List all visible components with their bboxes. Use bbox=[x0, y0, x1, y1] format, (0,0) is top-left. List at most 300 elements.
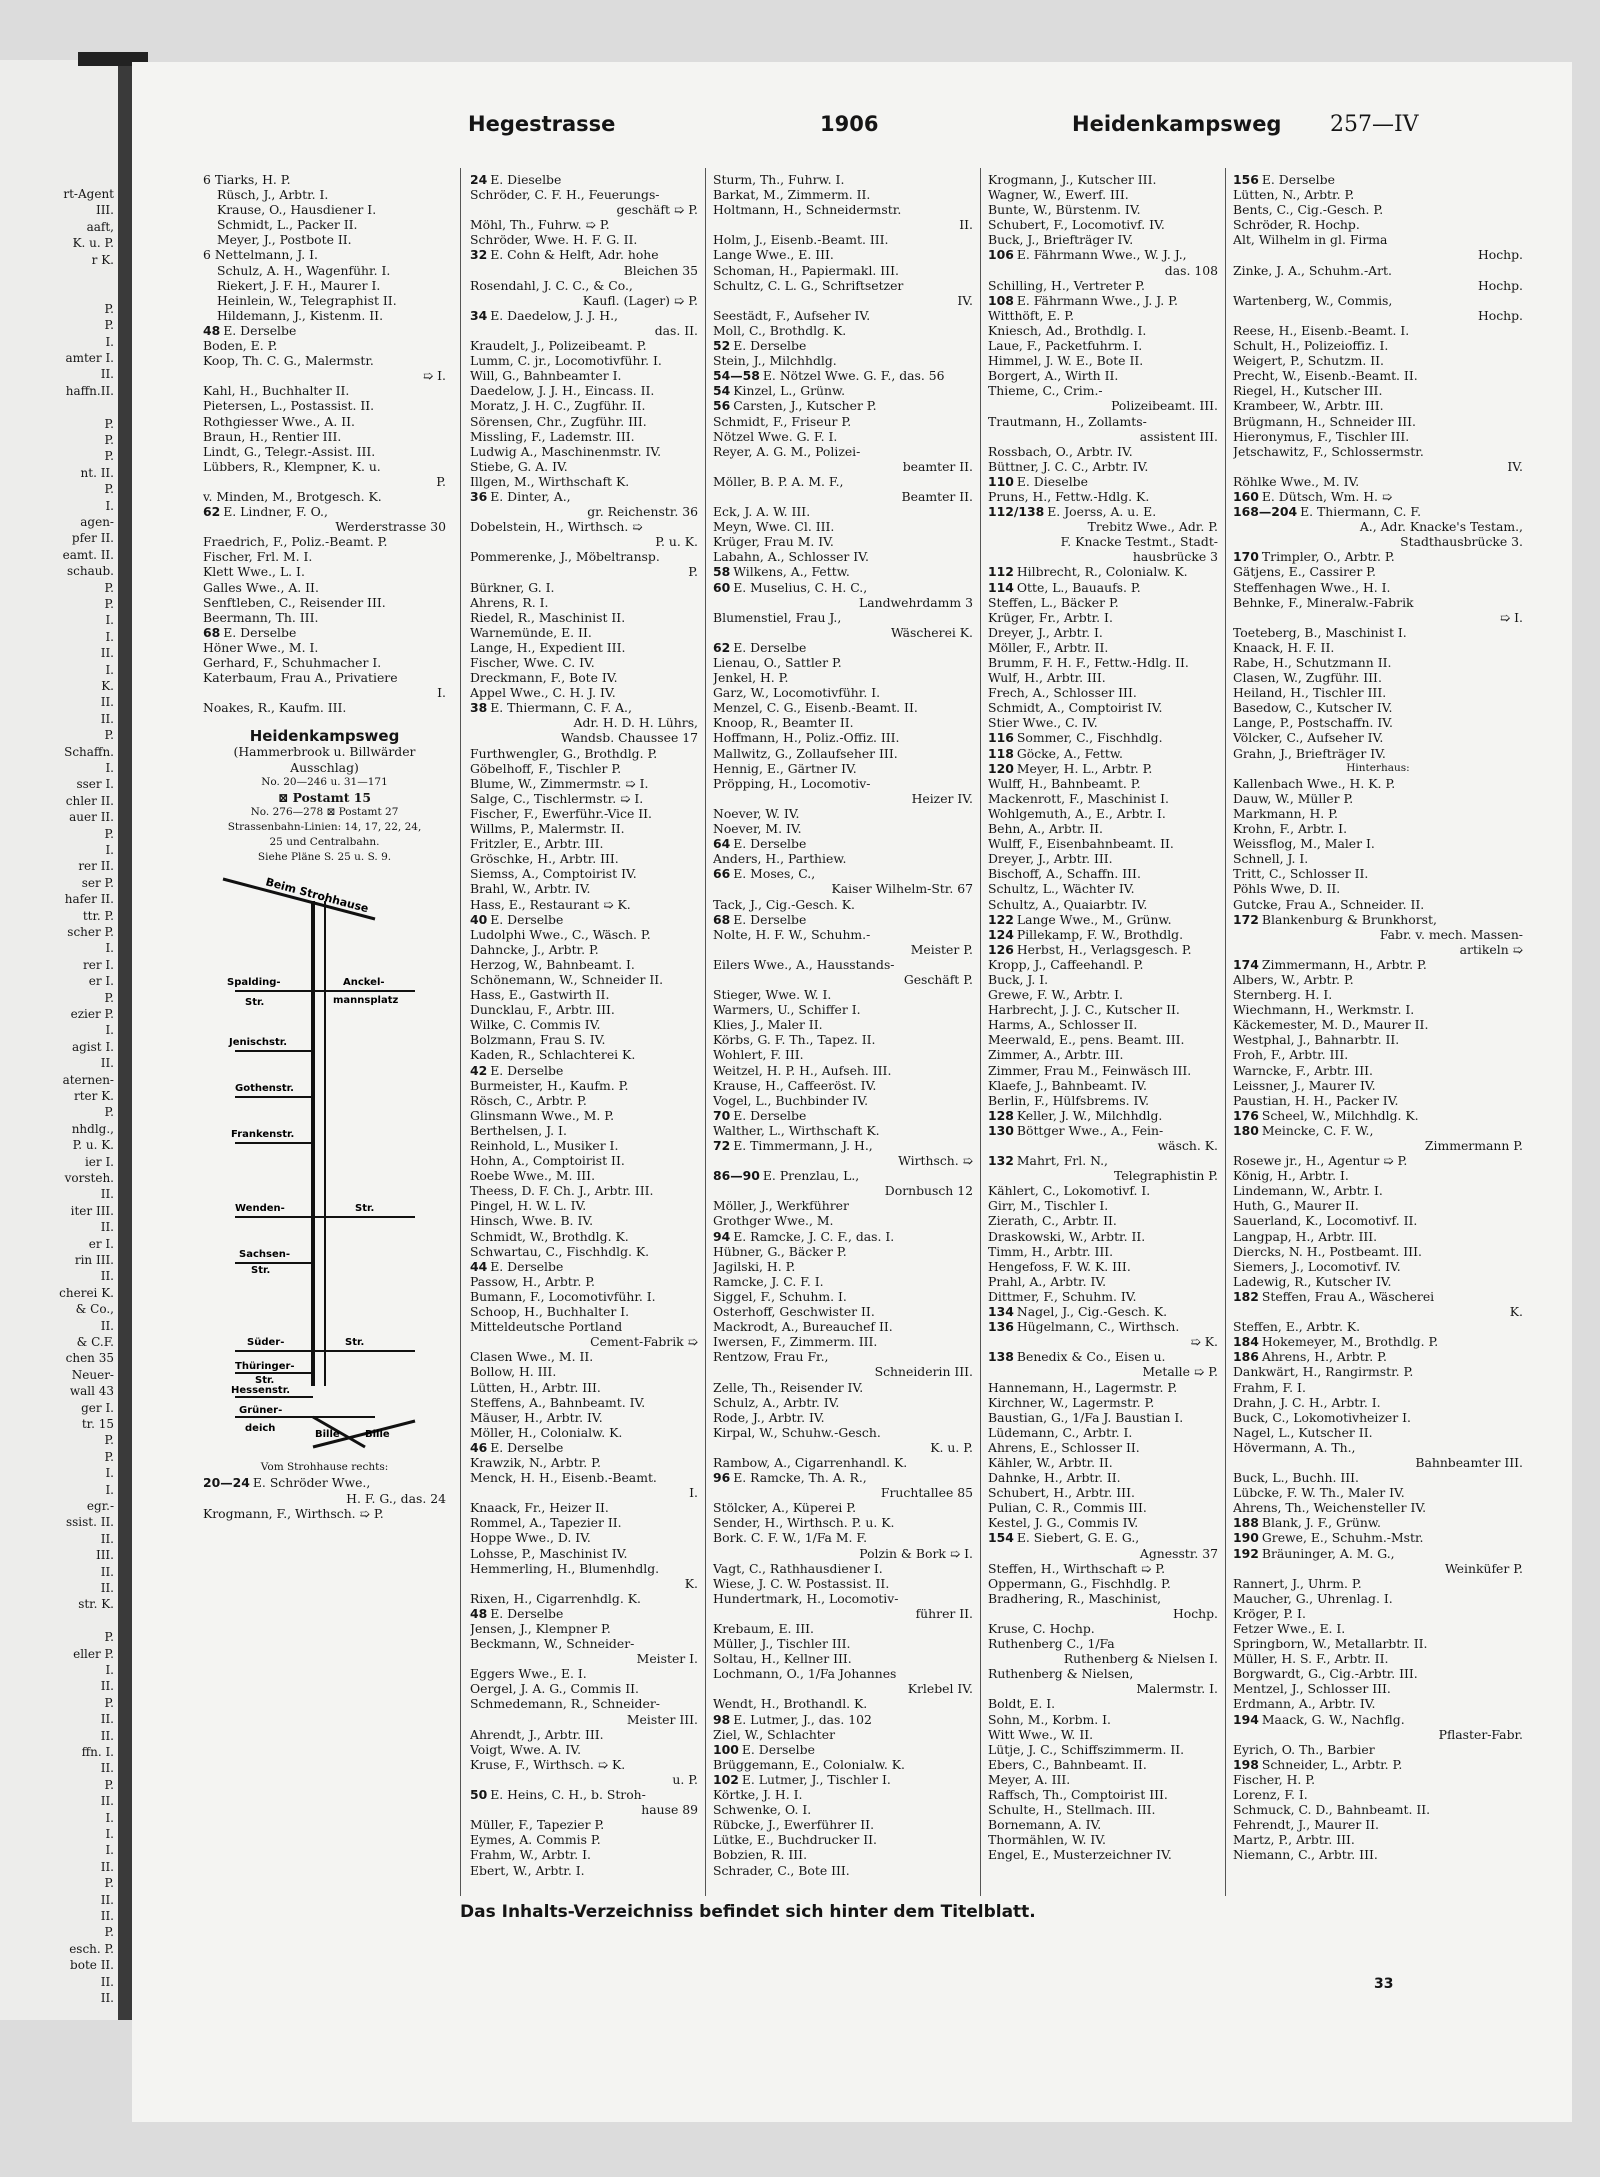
fragment-text: rter K. bbox=[74, 1089, 114, 1103]
directory-entry bbox=[470, 715, 698, 730]
house-number: 174 bbox=[1233, 956, 1259, 972]
entry-text: Zierath, C., Arbtr. II. bbox=[988, 1213, 1117, 1229]
directory-entry bbox=[988, 1198, 1218, 1213]
fragment-text: ttr. P. bbox=[82, 908, 114, 923]
directory-entry bbox=[1233, 957, 1523, 972]
fragment-text: ger I. bbox=[81, 1400, 114, 1415]
directory-entry bbox=[203, 504, 446, 519]
fragment-text: er I. bbox=[88, 1236, 114, 1251]
house-number: 184 bbox=[1233, 1334, 1259, 1350]
entry-text: Wandsb. Chaussee 17 bbox=[560, 730, 698, 746]
directory-entry bbox=[1233, 1002, 1523, 1017]
directory-entry bbox=[713, 519, 973, 534]
directory-entry bbox=[203, 610, 446, 625]
directory-entry bbox=[988, 1229, 1218, 1244]
directory-entry bbox=[470, 670, 698, 685]
fragment-text: P. bbox=[104, 1105, 114, 1120]
map-label: Anckel- bbox=[343, 977, 385, 989]
directory-entry bbox=[713, 927, 973, 942]
entry-text: Hemmerling, H., Blumenhdlg. bbox=[470, 1560, 660, 1576]
entry-text: Moratz, J. H. C., Zugführ. II. bbox=[470, 398, 646, 414]
fragment-text: II. bbox=[100, 1892, 114, 1907]
fragment-text: II. bbox=[100, 1531, 114, 1546]
entry-text: Dahncke, J., Arbtr. P. bbox=[470, 941, 599, 957]
directory-entry bbox=[713, 625, 973, 640]
entry-text: E. Derselbe bbox=[490, 1439, 564, 1455]
entry-text: E. Derselbe bbox=[733, 911, 807, 927]
entry-text: Bleichen 35 bbox=[623, 262, 698, 278]
directory-entry bbox=[713, 217, 973, 232]
entry-text: Klaefe, J., Bahnbeamt. IV. bbox=[988, 1077, 1147, 1093]
house-number: 192 bbox=[1233, 1545, 1259, 1561]
directory-entry bbox=[713, 1002, 973, 1017]
map-label: Str. bbox=[345, 1337, 365, 1349]
entry-text: Herzog, W., Bahnbeamt. I. bbox=[470, 956, 635, 972]
entry-text: E. Muselius, C. H. C., bbox=[733, 579, 868, 595]
directory-entry bbox=[988, 640, 1218, 655]
entry-text: Lohsse, P., Maschinist IV. bbox=[470, 1545, 628, 1561]
directory-entry bbox=[988, 1712, 1218, 1727]
directory-entry bbox=[713, 534, 973, 549]
directory-entry bbox=[988, 1681, 1218, 1696]
entry-text: Meyer, H. L., Arbtr. P. bbox=[1016, 760, 1153, 776]
directory-entry bbox=[1233, 1576, 1523, 1591]
entry-text: Fetzer Wwe., E. I. bbox=[1233, 1621, 1346, 1636]
directory-entry bbox=[1233, 866, 1523, 881]
directory-entry bbox=[203, 187, 446, 202]
directory-entry bbox=[1233, 987, 1523, 1002]
entry-text: Ahrens, R. I. bbox=[470, 594, 549, 610]
directory-entry bbox=[988, 187, 1218, 202]
entry-text: Niemann, C., Arbtr. III. bbox=[1233, 1847, 1378, 1863]
entry-text: E. Moses, C., bbox=[733, 866, 816, 882]
entry-text: Boldt, E. I. bbox=[988, 1696, 1056, 1712]
directory-entry bbox=[203, 534, 446, 549]
entry-text: Völcker, C., Aufseher IV. bbox=[1233, 730, 1384, 746]
directory-entry bbox=[988, 1078, 1218, 1093]
directory-entry bbox=[470, 353, 698, 368]
fragment-text: haffn.II. bbox=[65, 383, 114, 398]
entry-text: Hochp. bbox=[1477, 277, 1523, 293]
house-number: 116 bbox=[988, 730, 1014, 746]
directory-entry bbox=[713, 368, 973, 383]
directory-entry bbox=[1233, 1500, 1523, 1515]
house-number: 134 bbox=[988, 1304, 1014, 1320]
house-number: 96 bbox=[713, 1470, 731, 1486]
entry-text: Meincke, C. F. W., bbox=[1261, 1122, 1374, 1138]
entry-text: Garz, W., Locomotivführ. I. bbox=[713, 685, 881, 701]
entry-text: E. Dieselbe bbox=[1016, 473, 1088, 489]
entry-text: Noever, W. IV. bbox=[713, 805, 800, 821]
fragment-text: esch. P. bbox=[69, 1941, 114, 1956]
house-number: 62 bbox=[203, 504, 221, 520]
fragment-text: II. bbox=[100, 1991, 114, 2005]
directory-entry bbox=[1233, 927, 1523, 942]
directory-entry bbox=[713, 1183, 973, 1198]
entry-text: Rentzow, Frau Fr., bbox=[713, 1349, 829, 1365]
entry-text: Schmidt, F., Friseur P. bbox=[713, 413, 852, 429]
entry-text: Kruse, F., Wirthsch. ➯ K. bbox=[470, 1756, 626, 1772]
entry-text: Vom Strohhause rechts: bbox=[260, 1461, 389, 1474]
directory-entry bbox=[713, 1063, 973, 1078]
entry-text: Langpap, H., Arbtr. III. bbox=[1233, 1228, 1378, 1244]
header-page-ref: 257—IV bbox=[1330, 112, 1419, 137]
entry-text: E. Cohn & Helft, Adr. hohe bbox=[490, 247, 659, 263]
entry-text: Gerhard, F., Schuhmacher I. bbox=[203, 655, 382, 670]
entry-text: II. bbox=[959, 217, 973, 233]
entry-text: Büttner, J. C. C., Arbtr. IV. bbox=[988, 458, 1149, 474]
entry-text: Stölcker, A., Küperei P. bbox=[713, 1500, 857, 1516]
entry-text: Raffsch, Th., Comptoirist III. bbox=[988, 1787, 1168, 1803]
entry-text: Roebe Wwe., M. III. bbox=[470, 1168, 596, 1184]
directory-entry bbox=[988, 1802, 1218, 1817]
fragment-text: eller P. bbox=[73, 1646, 114, 1661]
directory-entry bbox=[1233, 444, 1523, 459]
entry-text: Moll, C., Brothdlg. K. bbox=[713, 322, 847, 338]
entry-text: Gutcke, Frau A., Schneider. II. bbox=[1233, 896, 1425, 912]
directory-entry bbox=[1233, 1621, 1523, 1636]
directory-entry bbox=[470, 595, 698, 610]
entry-text: Fischer, H. P. bbox=[1233, 1771, 1316, 1787]
directory-entry bbox=[470, 927, 698, 942]
entry-text: Polzin & Bork ➯ I. bbox=[859, 1545, 973, 1561]
directory-entry bbox=[988, 1470, 1218, 1485]
column-3 bbox=[713, 172, 973, 1878]
directory-entry bbox=[713, 278, 973, 293]
entry-text: Möller, B. P. A. M. F., bbox=[713, 473, 844, 489]
fragment-text: amter I. bbox=[65, 351, 114, 365]
entry-text: Dauw, W., Müller P. bbox=[1233, 790, 1354, 806]
directory-entry bbox=[203, 670, 446, 685]
entry-text: Ruthenberg & Nielsen I. bbox=[1063, 1651, 1218, 1667]
previous-page-fragments bbox=[0, 186, 118, 2016]
directory-entry bbox=[988, 595, 1218, 610]
entry-text: Leissner, J., Maurer IV. bbox=[1233, 1077, 1376, 1093]
directory-entry bbox=[470, 866, 698, 881]
entry-text: Lütten, N., Arbtr. P. bbox=[1233, 187, 1355, 203]
entry-text: 6 Tiarks, H. P. bbox=[203, 172, 291, 187]
directory-entry bbox=[203, 549, 446, 564]
directory-entry bbox=[713, 1319, 973, 1334]
directory-entry bbox=[1233, 549, 1523, 564]
house-number: 136 bbox=[988, 1319, 1014, 1335]
entry-text: Schulz, A. H., Wagenführ. I. bbox=[217, 262, 391, 278]
fragment-text: Schaffn. bbox=[64, 744, 114, 759]
directory-entry bbox=[988, 1727, 1218, 1742]
entry-text: Galles Wwe., A. II. bbox=[203, 579, 319, 595]
directory-entry bbox=[203, 685, 446, 700]
fragment-text: II. bbox=[100, 695, 114, 710]
entry-text: u. P. bbox=[672, 1771, 698, 1787]
entry-text: K. bbox=[684, 1575, 698, 1591]
entry-text: Knaack, Fr., Heizer II. bbox=[470, 1500, 609, 1516]
directory-entry bbox=[988, 1093, 1218, 1108]
fragment-text: P. bbox=[104, 1925, 114, 1940]
entry-text: Beamter II. bbox=[901, 488, 973, 504]
directory-entry bbox=[203, 338, 446, 353]
entry-text: Riedel, R., Maschinist II. bbox=[470, 609, 626, 625]
directory-entry bbox=[470, 1802, 698, 1817]
entry-text: Höner Wwe., M. I. bbox=[203, 639, 319, 655]
directory-entry bbox=[470, 489, 698, 504]
directory-entry bbox=[1233, 1772, 1523, 1787]
entry-text: Toeteberg, B., Maschinist I. bbox=[1233, 624, 1407, 640]
fragment-text: tr. 15 bbox=[81, 1417, 114, 1431]
house-number: 46 bbox=[470, 1439, 488, 1455]
entry-text: Berthelsen, J. I. bbox=[470, 1122, 567, 1138]
column-1 bbox=[203, 172, 446, 1521]
fragment-text: I. bbox=[105, 662, 114, 677]
directory-entry bbox=[988, 836, 1218, 851]
entry-text: E. Lutmer, J., Tischler I. bbox=[741, 1771, 891, 1787]
directory-entry bbox=[713, 746, 973, 761]
directory-entry bbox=[713, 1108, 973, 1123]
entry-text: Bürkner, G. I. bbox=[470, 579, 555, 595]
fragment-text: P. bbox=[104, 433, 114, 447]
directory-entry bbox=[1233, 1515, 1523, 1530]
directory-entry bbox=[470, 549, 698, 564]
entry-text: E. Dütsch, Wm. H. ➯ bbox=[1261, 488, 1393, 504]
header-year: 1906 bbox=[820, 112, 879, 136]
house-number: 34 bbox=[470, 307, 488, 323]
entry-text: ➯ K. bbox=[1190, 1334, 1218, 1350]
directory-entry bbox=[713, 640, 973, 655]
house-number: 172 bbox=[1233, 911, 1259, 927]
house-number: 120 bbox=[988, 760, 1014, 776]
entry-text: König, H., Arbtr. I. bbox=[1233, 1168, 1349, 1184]
directory-entry bbox=[988, 1787, 1218, 1802]
fragment-text: II. bbox=[100, 1220, 114, 1235]
directory-entry bbox=[988, 897, 1218, 912]
directory-entry bbox=[470, 1847, 698, 1862]
directory-entry bbox=[203, 580, 446, 595]
entry-text: Ebers, C., Bahnbeamt. II. bbox=[988, 1756, 1147, 1772]
entry-text: Zimmer, Frau M., Feinwäsch III. bbox=[988, 1062, 1192, 1078]
entry-text: Lange, P., Postschaffn. IV. bbox=[1233, 715, 1393, 731]
entry-text: K. bbox=[1509, 1304, 1523, 1320]
entry-text: Dreyer, J., Arbtr. III. bbox=[988, 851, 1113, 867]
entry-text: Steffens, A., Bahnbeamt. IV. bbox=[470, 1394, 646, 1410]
directory-entry bbox=[988, 1395, 1218, 1410]
directory-entry bbox=[470, 217, 698, 232]
entry-text: Ludolphi Wwe., C., Wäsch. P. bbox=[470, 926, 651, 942]
map-label: Str. bbox=[355, 1203, 375, 1215]
directory-entry bbox=[470, 1681, 698, 1696]
entry-text: E. Siebert, G. E. G., bbox=[1016, 1530, 1140, 1546]
directory-entry bbox=[713, 1847, 973, 1862]
directory-entry bbox=[1233, 1530, 1523, 1545]
entry-text: Lüdemann, C., Arbtr. I. bbox=[988, 1424, 1133, 1440]
entry-text: E. Schröder Wwe., bbox=[252, 1475, 371, 1491]
directory-entry bbox=[988, 685, 1218, 700]
entry-text: führer II. bbox=[915, 1605, 973, 1621]
page-header bbox=[210, 112, 1550, 152]
entry-text: Krambeer, W., Arbtr. III. bbox=[1233, 398, 1384, 414]
entry-text: Möller, J., Werkführer bbox=[713, 1198, 849, 1214]
directory-entry bbox=[470, 625, 698, 640]
entry-text: Cement-Fabrik ➯ bbox=[590, 1334, 698, 1350]
directory-entry bbox=[713, 489, 973, 504]
entry-text: Buck, L., Buchh. III. bbox=[1233, 1470, 1359, 1486]
house-number: 58 bbox=[713, 564, 731, 580]
entry-text: Hübner, G., Bäcker P. bbox=[713, 1243, 847, 1259]
entry-text: Oppermann, G., Fischhdlg. P. bbox=[988, 1575, 1171, 1591]
entry-text: Eyrich, O. Th., Barbier bbox=[1233, 1741, 1375, 1757]
entry-text: Krüger, Frau M. IV. bbox=[713, 534, 834, 550]
fragment-text: nhdlg., bbox=[71, 1121, 114, 1136]
directory-entry bbox=[1233, 897, 1523, 912]
directory-entry bbox=[1233, 308, 1523, 323]
entry-text: Mitteldeutsche Portland bbox=[470, 1319, 623, 1335]
entry-text: Himmel, J. W. E., Bote II. bbox=[988, 353, 1144, 369]
fragment-text: agen- bbox=[80, 515, 114, 529]
directory-entry bbox=[713, 247, 973, 262]
directory-entry bbox=[988, 1425, 1218, 1440]
directory-entry bbox=[470, 1485, 698, 1500]
directory-entry bbox=[988, 247, 1218, 262]
map-label: Str. bbox=[255, 1375, 275, 1387]
house-number: 110 bbox=[988, 473, 1014, 489]
fragment-text: P. bbox=[104, 416, 114, 431]
directory-entry bbox=[988, 172, 1218, 187]
fragment-text: II. bbox=[100, 1909, 114, 1923]
directory-entry bbox=[1233, 1123, 1523, 1138]
directory-entry bbox=[713, 1787, 973, 1802]
fragment-text: II. bbox=[100, 1581, 114, 1595]
house-number: 68 bbox=[203, 624, 221, 640]
directory-entry bbox=[1233, 761, 1523, 776]
directory-entry bbox=[713, 1364, 973, 1379]
house-number: 188 bbox=[1233, 1515, 1259, 1531]
entry-text: Blankenburg & Brunkhorst, bbox=[1261, 911, 1437, 927]
directory-entry bbox=[203, 353, 446, 368]
fragment-text: rer II. bbox=[78, 859, 114, 874]
directory-entry bbox=[988, 912, 1218, 927]
house-number: 48 bbox=[470, 1605, 488, 1621]
entry-text: Schrader, C., Bote III. bbox=[713, 1862, 850, 1878]
directory-entry bbox=[470, 1621, 698, 1636]
directory-entry bbox=[470, 247, 698, 262]
entry-text: Klett Wwe., L. I. bbox=[203, 564, 305, 580]
entry-text: Otte, L., Bauaufs. P. bbox=[1016, 579, 1141, 595]
entry-text: Herbst, H., Verlagsgesch. P. bbox=[1016, 941, 1192, 957]
directory-entry bbox=[1233, 1425, 1523, 1440]
map-label: Wenden- bbox=[235, 1203, 285, 1215]
entry-text: Kallenbach Wwe., H. K. P. bbox=[1233, 775, 1396, 791]
entry-text: Schultz, C. L. G., Schriftsetzer bbox=[713, 277, 904, 293]
directory-entry bbox=[1233, 1817, 1523, 1832]
entry-text: Wulff, F., Eisenbahnbeamt. II. bbox=[988, 836, 1174, 852]
directory-entry bbox=[470, 1425, 698, 1440]
house-number: 38 bbox=[470, 700, 488, 716]
entry-text: Erdmann, A., Arbtr. IV. bbox=[1233, 1696, 1376, 1712]
entry-text: Rixen, H., Cigarrenhdlg. K. bbox=[470, 1590, 641, 1606]
entry-text: Baustian, G., 1/Fa J. Baustian I. bbox=[988, 1409, 1184, 1425]
directory-entry bbox=[713, 1032, 973, 1047]
house-number: 128 bbox=[988, 1107, 1014, 1123]
entry-text: Berlin, F., Hülfsbrems. IV. bbox=[988, 1092, 1150, 1108]
directory-entry bbox=[1233, 368, 1523, 383]
entry-text: Landwehrdamm 3 bbox=[858, 594, 973, 610]
entry-text: Rode, J., Arbtr. IV. bbox=[713, 1409, 825, 1425]
entry-text: Lindemann, W., Arbtr. I. bbox=[1233, 1183, 1383, 1199]
entry-text: Wiechmann, H., Werkmstr. I. bbox=[1233, 1002, 1415, 1018]
house-number: 44 bbox=[470, 1258, 488, 1274]
directory-entry bbox=[470, 1591, 698, 1606]
fragment-text: schaub. bbox=[67, 564, 114, 579]
directory-entry bbox=[1233, 806, 1523, 821]
entry-text: Dreckmann, F., Bote IV. bbox=[470, 670, 618, 686]
directory-entry bbox=[713, 1666, 973, 1681]
directory-entry bbox=[1233, 247, 1523, 262]
entry-text: Grewe, E., Schuhm.-Mstr. bbox=[1261, 1530, 1424, 1546]
entry-text: Beermann, Th. III. bbox=[203, 609, 319, 625]
entry-text: Körtke, J. H. I. bbox=[713, 1787, 803, 1803]
fragment-text: & Co., bbox=[75, 1302, 114, 1317]
directory-entry bbox=[713, 323, 973, 338]
entry-text: ➯ I. bbox=[422, 368, 446, 384]
entry-text: Krüger, Fr., Arbtr. I. bbox=[988, 609, 1113, 625]
entry-text: Meister III. bbox=[626, 1711, 698, 1727]
directory-entry bbox=[988, 942, 1218, 957]
entry-text: Girr, M., Tischler I. bbox=[988, 1198, 1109, 1214]
directory-entry bbox=[988, 1591, 1218, 1606]
directory-entry bbox=[988, 927, 1218, 942]
entry-text: Bork. C. F. W., 1/Fa M. F. bbox=[713, 1530, 868, 1546]
column-divider bbox=[460, 168, 461, 1896]
directory-entry bbox=[203, 564, 446, 579]
entry-text: Willms, P., Malermstr. II. bbox=[470, 821, 625, 837]
directory-entry bbox=[713, 1696, 973, 1711]
fragment-text: ssist. II. bbox=[65, 1515, 114, 1530]
directory-entry bbox=[470, 1123, 698, 1138]
directory-entry bbox=[713, 987, 973, 1002]
fragment-text: P. bbox=[104, 580, 114, 595]
entry-text: Lübcke, F. W. Th., Maler IV. bbox=[1233, 1485, 1405, 1501]
entry-text: Malermstr. I. bbox=[1136, 1681, 1218, 1697]
directory-entry bbox=[713, 398, 973, 413]
entry-text: Rabe, H., Schutzmann II. bbox=[1233, 655, 1392, 670]
entry-text: Wirthsch. ➯ bbox=[898, 1153, 973, 1169]
directory-entry bbox=[1233, 278, 1523, 293]
directory-entry bbox=[470, 700, 698, 715]
directory-entry bbox=[713, 1500, 973, 1515]
entry-text: Lienau, O., Sattler P. bbox=[713, 655, 842, 670]
directory-entry bbox=[470, 1817, 698, 1832]
house-number: 36 bbox=[470, 488, 488, 504]
entry-text: Froh, F., Arbtr. III. bbox=[1233, 1047, 1349, 1063]
directory-entry bbox=[203, 429, 446, 444]
entry-text: E. Dinter, A., bbox=[490, 488, 571, 504]
fragment-text: egr.- bbox=[86, 1499, 114, 1513]
entry-text: E. Dieselbe bbox=[490, 172, 562, 187]
directory-entry bbox=[203, 414, 446, 429]
directory-entry bbox=[1233, 1606, 1523, 1621]
tram-lines: 25 und Centralbahn. bbox=[269, 836, 380, 849]
directory-entry bbox=[203, 474, 446, 489]
entry-text: Wartenberg, W., Commis, bbox=[1233, 292, 1393, 308]
entry-text: Riekert, J. F. H., Maurer I. bbox=[217, 277, 381, 293]
directory-entry bbox=[470, 1515, 698, 1530]
directory-entry bbox=[1233, 670, 1523, 685]
fragment-text: aternen- bbox=[62, 1072, 114, 1087]
entry-text: Schneider, L., Arbtr. P. bbox=[1261, 1756, 1403, 1772]
entry-text: Passow, H., Arbtr. P. bbox=[470, 1273, 595, 1289]
entry-text: E. Ramcke, J. C. F., das. I. bbox=[733, 1228, 895, 1244]
entry-text: E. Derselbe bbox=[490, 911, 564, 927]
entry-text: E. Derselbe bbox=[490, 1258, 564, 1274]
section-title: Heidenkampsweg bbox=[249, 727, 400, 746]
